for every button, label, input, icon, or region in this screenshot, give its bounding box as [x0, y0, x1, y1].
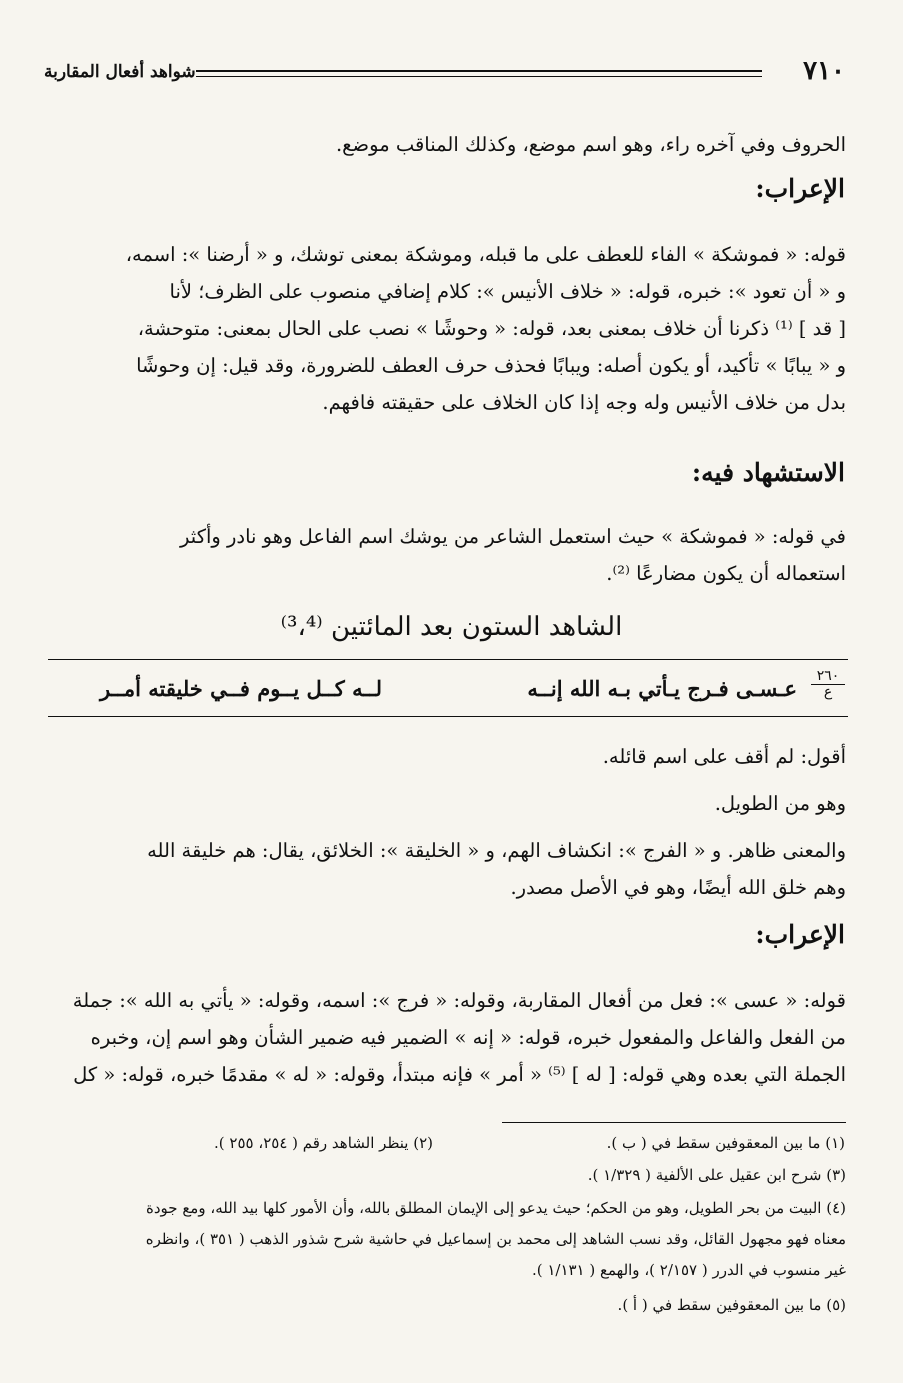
bahr-line: وهو من الطويل. [714, 792, 846, 815]
aqul-line: أقول: لم أقف على اسم قائله. [602, 745, 846, 768]
running-title: شواهد أفعال المقاربة [44, 62, 196, 82]
page-number: ٧١٠ [803, 56, 845, 86]
text-line: (٤) البيت من بحر الطويل، وهو من الحكم؛ حيث يدعو إلى الإيمان المطلق بالله، وأن الأمور كلها بيد الله، ومع جودة [146, 1199, 846, 1217]
text-line: و « أن تعود »: خبره، قوله: « خلاف الأنيس »: كلام إضافي منصوب على الظرف؛ لأنا [169, 280, 846, 303]
verse-top-rule [48, 659, 848, 660]
text-line: غير منسوب في الدرر ( ٢/١٥٧ )، والهمع ( ١/١٣١ ). [531, 1261, 846, 1279]
verse-second-hemistich: لــه كــل يــوم فــي خليقته أمــر [100, 676, 383, 701]
verse-number-bottom: ع [823, 684, 833, 700]
verse-first-hemistich: عـسـى فـرج يـأتي بـه الله إنــه [527, 676, 797, 701]
verse-number [811, 669, 845, 700]
footnote-separator [502, 1122, 846, 1123]
text-line: بدل من خلاف الأنيس وله وجه إذا كان الخلاف على حقيقته فافهم. [322, 391, 846, 414]
text-line: قوله: « فموشكة » الفاء للعطف على ما قبله، وموشكة بمعنى توشك، و « أرضنا »: اسمه، [125, 243, 846, 266]
istishhad-paragraph [50, 518, 846, 592]
header-rule [196, 70, 762, 77]
text-line: في قوله: « فموشكة » حيث استعمل الشاعر من يوشك اسم الفاعل وهو نادر وأكثر [180, 525, 846, 548]
text-line: و « يبابًا » تأكيد، أو يكون أصله: ويبابًا فحذف حرف العطف للضرورة، وقد قيل: إن وحوشًا [136, 354, 846, 377]
footnote-5: (٥) ما بين المعقوفين سقط في ( أ ). [617, 1296, 846, 1314]
shahid-title: الشاهد الستون بعد المائتين ⁽³،⁴⁾ [280, 612, 623, 642]
text-line: وهم خلق الله أيضًا، وهو في الأصل مصدر. [510, 876, 846, 899]
verse-number-top: ٢٦٠ [811, 669, 845, 685]
footnote-4 [50, 1193, 846, 1286]
footnote-1: (١) ما بين المعقوفين سقط في ( ب ). [606, 1134, 845, 1152]
text-line: قوله: « عسى »: فعل من أفعال المقاربة، وقوله: « فرج »: اسمه، وقوله: « يأتي به الله »: جملة [72, 989, 846, 1012]
text-line: [ قد ] ⁽¹⁾ ذكرنا أن خلاف بمعنى بعد، قوله: « وحوشًا » نصب على الحال بمعنى: متوحشة، [137, 317, 846, 340]
maana-paragraph [50, 832, 846, 906]
text-line: والمعنى ظاهر. و « الفرج »: انكشاف الهم، و « الخليقة »: الخلائق، يقال: هم خليقة الله [147, 839, 846, 862]
text-line: الجملة التي بعده وهي قوله: [ له ] ⁽⁵⁾ « أمر » فإنه مبتدأ، وقوله: « له » مقدمًا خبره، قوله: « كل [73, 1063, 846, 1086]
irab-paragraph-1 [50, 236, 846, 421]
text-line: معناه فهو مجهول القائل، وقد نسب الشاهد إلى محمد بن إسماعيل في حاشية شرح شذور الذهب ( ٣٥١ )، وانظره [145, 1230, 846, 1248]
irab-heading-2: الإعراب: [755, 920, 845, 949]
istishhad-heading: الاستشهاد فيه: [691, 458, 845, 487]
footnote-3: (٣) شرح ابن عقيل على الألفية ( ١/٣٢٩ ). [587, 1166, 846, 1184]
text-line: من الفعل والفاعل والمفعول خبره، قوله: « إنه » الضمير فيه ضمير الشأن وهو اسم إن، وخبره [90, 1026, 846, 1049]
irab-heading-1: الإعراب: [755, 174, 845, 203]
verse-bottom-rule [48, 716, 848, 717]
footnote-2: (٢) ينظر الشاهد رقم ( ٢٥٤، ٢٥٥ ). [214, 1134, 433, 1152]
irab-paragraph-2 [50, 982, 846, 1093]
text-line: استعماله أن يكون مضارعًا ⁽²⁾. [606, 562, 846, 585]
intro-paragraph: الحروف وفي آخره راء، وهو اسم موضع، وكذلك المناقب موضع. [335, 133, 846, 156]
